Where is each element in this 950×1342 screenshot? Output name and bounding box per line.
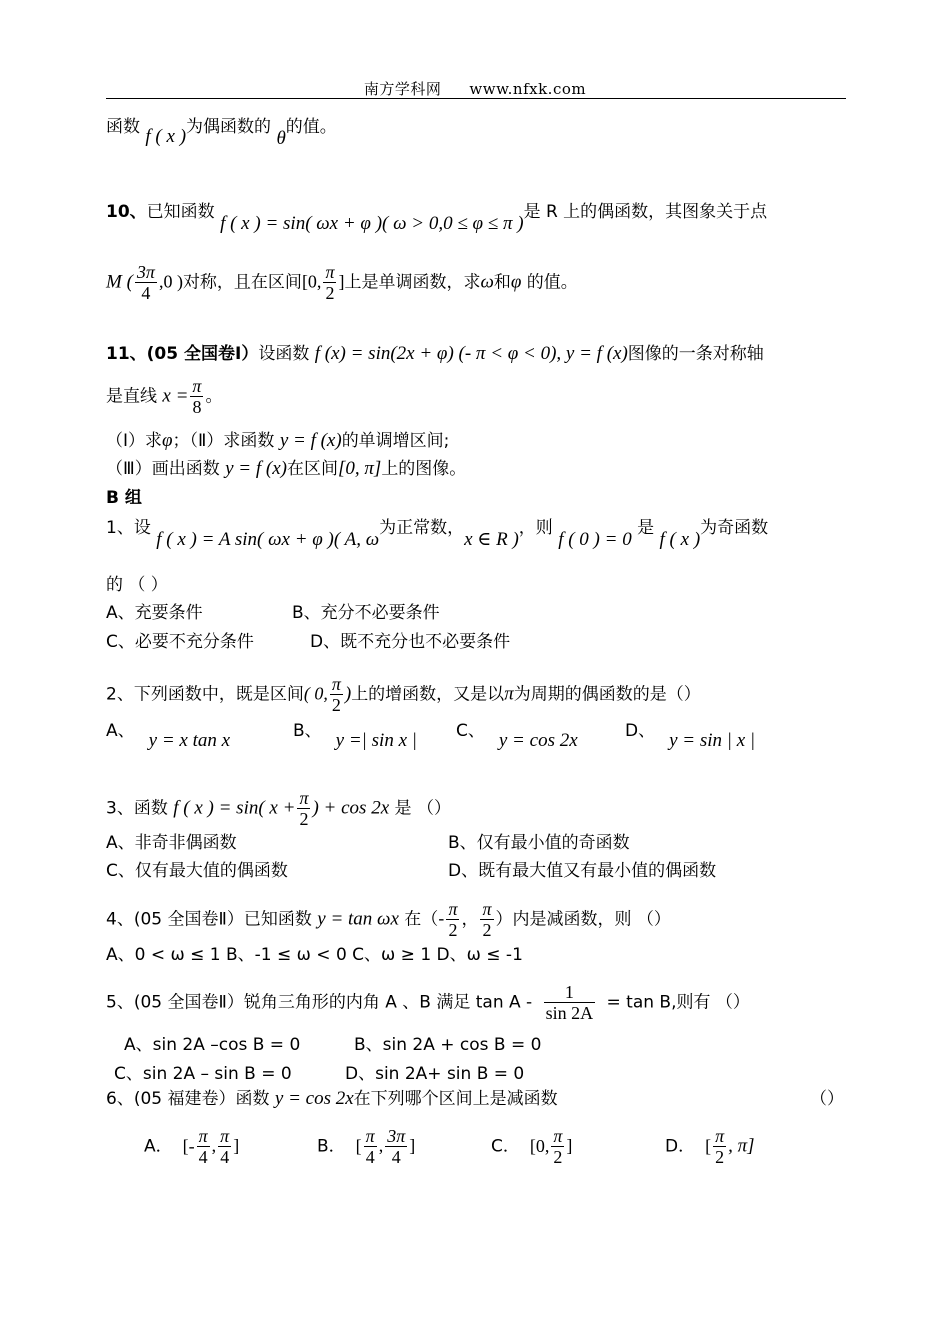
b3-option-b: B、仅有最小值的奇函数	[448, 833, 630, 853]
b2-option-d-label: D、	[625, 721, 656, 741]
b2-interval-suffix: )	[344, 683, 352, 705]
b3-function-fraction	[297, 788, 310, 829]
b2-option-a-formula: y = x tan x	[148, 730, 231, 751]
b3-text-2: 是 （）	[389, 798, 451, 819]
q10-text-5: 的值。	[521, 272, 578, 293]
q11-text-2: 图像的一条对称轴	[627, 344, 764, 364]
b3-text: 3、函数	[106, 798, 174, 819]
b5-line-1	[106, 982, 750, 1023]
b6-option-c-frac	[551, 1126, 564, 1167]
b6-text: 6、(05 福建卷）函数	[106, 1089, 275, 1109]
b1-function: f ( x ) = A sin( ωx + φ )( A, ω	[156, 529, 380, 550]
b2-interval-num: π	[331, 674, 341, 694]
b5-option-d: D、sin 2A+ sin B = 0	[345, 1064, 525, 1084]
b6-option-c-prefix: [0,	[529, 1135, 550, 1156]
b4-options: A、0 < ω ≤ 1 B、-1 ≤ ω < 0 C、ω ≥ 1 D、ω ≤ -1	[106, 945, 523, 965]
q11-part2-text: ；（Ⅱ）求函数	[172, 431, 280, 451]
b3-function-prefix: f ( x ) = sin( x +	[173, 797, 296, 819]
q10-and: 和	[493, 272, 511, 293]
b6-c-den: 2	[553, 1147, 563, 1167]
q10-text-3: 对称，且在区间	[182, 272, 302, 293]
b6-text-2: 在下列哪个区间上是减函数	[353, 1089, 558, 1109]
q11-part3-interval: [0, π]	[338, 458, 382, 479]
b2-interval-den: 2	[331, 695, 341, 715]
b6-b-den-2: 4	[391, 1147, 401, 1167]
b3-option-c: C、仅有最大值的偶函数	[106, 861, 288, 881]
b1-option-d: D、既不充分也不必要条件	[310, 632, 511, 652]
q11-part3-function: y = f (x)	[225, 458, 287, 479]
q10-point-num: 3π	[136, 262, 155, 282]
b1-domain: x ∈ R )	[464, 529, 519, 550]
header-rule	[106, 98, 846, 99]
b1-text: 1、设	[106, 518, 157, 538]
b3-function-suffix: ) + cos 2x	[312, 797, 390, 819]
b3-fraction-den: 2	[299, 809, 309, 829]
b3-fraction-num: π	[299, 788, 309, 808]
q11-function: f (x) = sin(2x + φ) (- π < φ < 0), y = f (x)	[314, 343, 628, 364]
q10-interval-prefix: [0,	[301, 271, 322, 292]
q10-point-fraction	[135, 262, 157, 303]
b3-option-d: D、既有最大值又有最小值的偶函数	[448, 861, 717, 881]
q9-function: f ( x )	[145, 126, 187, 147]
b5-option-c: C、sin 2A – sin B = 0	[114, 1064, 292, 1084]
b6-b-num-2: 3π	[387, 1126, 406, 1146]
b2-option-b	[293, 720, 417, 751]
b5-fraction-num: 1	[544, 982, 596, 1003]
q11-line-2	[106, 376, 222, 417]
b6-answer-paren: （）	[810, 1089, 844, 1109]
header-url: www.nfxk.com	[469, 80, 587, 98]
b4-text-3: ）内是减函数，则 （）	[495, 909, 671, 930]
header-site-name: 南方学科网	[363, 80, 442, 98]
b5-text-2: = tan B,则有 （）	[601, 992, 750, 1013]
q10-function: f ( x ) = sin( ωx + φ )( ω > 0,0 ≤ φ ≤ π )	[220, 213, 524, 234]
b2-option-d-formula: y = sin | x |	[669, 730, 756, 751]
q11-part1-text: （Ⅰ）求	[106, 431, 163, 451]
q10-interval-num: π	[325, 262, 335, 282]
b6-a-num-1: π	[198, 1126, 208, 1146]
b6-line-1	[106, 1088, 558, 1110]
q10-omega: ω	[480, 271, 494, 293]
b6-option-c: C． [0, $\frac{\pi}{2}$ ]	[491, 1126, 573, 1167]
b2-text-2: 上的增函数，又是以	[351, 684, 505, 705]
b6-option-d-label: D．	[665, 1136, 696, 1157]
q11-text-4: 。	[205, 386, 223, 407]
b6-option-b-label: B．	[317, 1136, 346, 1157]
b6-option-b: B． [ $\frac{\pi}{4}$ , $\frac{3\pi}{4}$ ]	[317, 1126, 416, 1167]
b6-option-a-frac-1	[197, 1126, 210, 1167]
b6-c-num: π	[553, 1126, 563, 1146]
b4-fraction-2	[480, 899, 493, 940]
b4-text-2: 在（-	[398, 909, 445, 930]
b2-text-3: 为周期的偶函数的是（）	[513, 684, 701, 705]
q11-line-1	[106, 343, 764, 365]
page-header	[0, 78, 950, 99]
b6-option-a: A． [- $\frac{\pi}{4}$ , $\frac{\pi}{4}$ ]	[144, 1126, 240, 1167]
b5-option-a: A、sin 2A –cos B = 0	[124, 1035, 301, 1055]
b1-line-2: 的 （ ）	[106, 575, 168, 595]
b6-b-den-1: 4	[365, 1147, 375, 1167]
b2-text: 2、下列函数中，既是区间	[106, 684, 304, 705]
b1-condition: f ( 0 ) = 0	[558, 529, 632, 550]
b5-fraction	[544, 982, 596, 1023]
q10-text-4: 上是单调函数，求	[344, 272, 481, 293]
b2-option-a-label: A、	[106, 721, 135, 741]
q9-text-2: 为偶函数的	[186, 117, 277, 137]
b1-option-a: A、充要条件	[106, 603, 203, 623]
q11-part1-phi: φ	[162, 430, 173, 451]
q11-part2-function: y = f (x)	[279, 430, 342, 451]
q10-interval-den: 2	[325, 283, 335, 303]
b1-text-4: 是	[631, 518, 660, 538]
b6-a-num-2: π	[220, 1126, 230, 1146]
b4-fraction-1	[446, 899, 459, 940]
b6-option-c-label: C．	[491, 1136, 520, 1157]
q10-point-suffix: ,0 )	[158, 271, 183, 292]
b5-text: 5、(05 全国卷Ⅱ）锐角三角形的内角 A 、B 满足 tan A -	[106, 992, 538, 1013]
b2-option-b-formula: y =| sin x |	[335, 730, 417, 751]
b6-option-d-frac	[713, 1126, 726, 1167]
q10-point-prefix: M (	[106, 271, 133, 293]
q11-number: 11、(05 全国卷Ⅰ）	[106, 344, 259, 364]
q11-part2-text-2: 的单调增区间;	[341, 431, 450, 451]
q9-text: 函数	[106, 117, 146, 137]
b2-option-b-label: B、	[293, 721, 322, 741]
b6-option-a-prefix: [-	[182, 1135, 195, 1156]
b1-text-3: ，则	[518, 518, 559, 538]
q10-phi: φ	[510, 271, 522, 293]
q10-point-den: 4	[141, 283, 151, 303]
q11-x-den: 8	[192, 397, 202, 417]
b2-option-d	[625, 720, 756, 751]
b2-interval-prefix: ( 0,	[303, 683, 328, 704]
b6-function: y = cos 2x	[274, 1088, 354, 1109]
q11-part3-text: （Ⅲ）画出函数	[106, 459, 226, 479]
q10-line-2	[106, 262, 578, 303]
b6-d-den: 2	[715, 1147, 725, 1167]
q9-theta: θ	[276, 128, 286, 149]
b2-option-c	[456, 720, 578, 751]
q11-part3-text-2: 在区间	[287, 459, 338, 479]
q10-line-1	[106, 201, 768, 234]
b2-line-1	[106, 674, 701, 715]
b3-line-1	[106, 788, 451, 829]
q11-text: 设函数	[258, 344, 315, 364]
q11-x-prefix: x =	[162, 385, 189, 407]
b6-option-b-frac-2	[385, 1126, 407, 1167]
q11-part3-text-3: 上的图像。	[381, 459, 467, 479]
b2-option-c-formula: y = cos 2x	[498, 730, 578, 751]
q10-interval-suffix: ]	[338, 271, 345, 292]
q11-part-3	[106, 458, 466, 480]
b4-fraction-1-num: π	[448, 899, 458, 919]
q10-text-2: 是 R 上的偶函数，其图象关于点	[523, 202, 768, 222]
q10-number: 10、	[106, 202, 147, 222]
q11-text-3: 是直线	[106, 386, 163, 407]
b4-fraction-2-num: π	[482, 899, 492, 919]
b1-option-b: B、充分不必要条件	[292, 603, 440, 623]
b4-function: y = tan ωx	[317, 908, 399, 930]
b4-fraction-1-den: 2	[448, 920, 458, 940]
q10-interval-fraction	[323, 262, 336, 303]
b6-option-d: D． [ $\frac{\pi}{2}$ , π]	[665, 1126, 755, 1167]
b6-option-a-label: A．	[144, 1136, 173, 1157]
b2-option-a	[106, 720, 231, 751]
q10-text: 已知函数	[146, 202, 221, 222]
b1-text-5: 为奇函数	[700, 518, 769, 538]
b6-d-num: π	[715, 1126, 725, 1146]
b4-line-1	[106, 899, 671, 940]
q11-x-fraction	[190, 376, 203, 417]
b6-option-d-suffix: , π]	[728, 1135, 755, 1157]
q9-tail-line	[106, 116, 337, 149]
q11-part-1	[106, 430, 449, 452]
b5-fraction-den: sin 2A	[545, 1003, 594, 1023]
b6-a-den-2: 4	[220, 1147, 230, 1167]
b4-fraction-2-den: 2	[482, 920, 492, 940]
b4-separator: ，	[461, 909, 479, 930]
b6-option-b-frac-1	[364, 1126, 377, 1167]
q11-x-num: π	[192, 376, 202, 396]
b5-option-b: B、sin 2A + cos B = 0	[354, 1035, 542, 1055]
b6-option-a-frac-2	[218, 1126, 231, 1167]
b2-pi: π	[504, 683, 514, 705]
b2-interval-fraction	[330, 674, 343, 715]
b1-option-c: C、必要不充分条件	[106, 632, 254, 652]
b1-text-2: 为正常数，	[379, 518, 465, 538]
group-b-title: B 组	[106, 488, 142, 508]
b4-text: 4、(05 全国卷Ⅱ）已知函数	[106, 909, 318, 930]
b6-a-den-1: 4	[198, 1147, 208, 1167]
q9-text-3: 的值。	[285, 117, 337, 137]
b3-option-a: A、非奇非偶函数	[106, 833, 237, 853]
b6-b-num-1: π	[365, 1126, 375, 1146]
b1-line-1	[106, 517, 769, 550]
b1-fx: f ( x )	[659, 529, 701, 550]
b2-option-c-label: C、	[456, 721, 485, 741]
